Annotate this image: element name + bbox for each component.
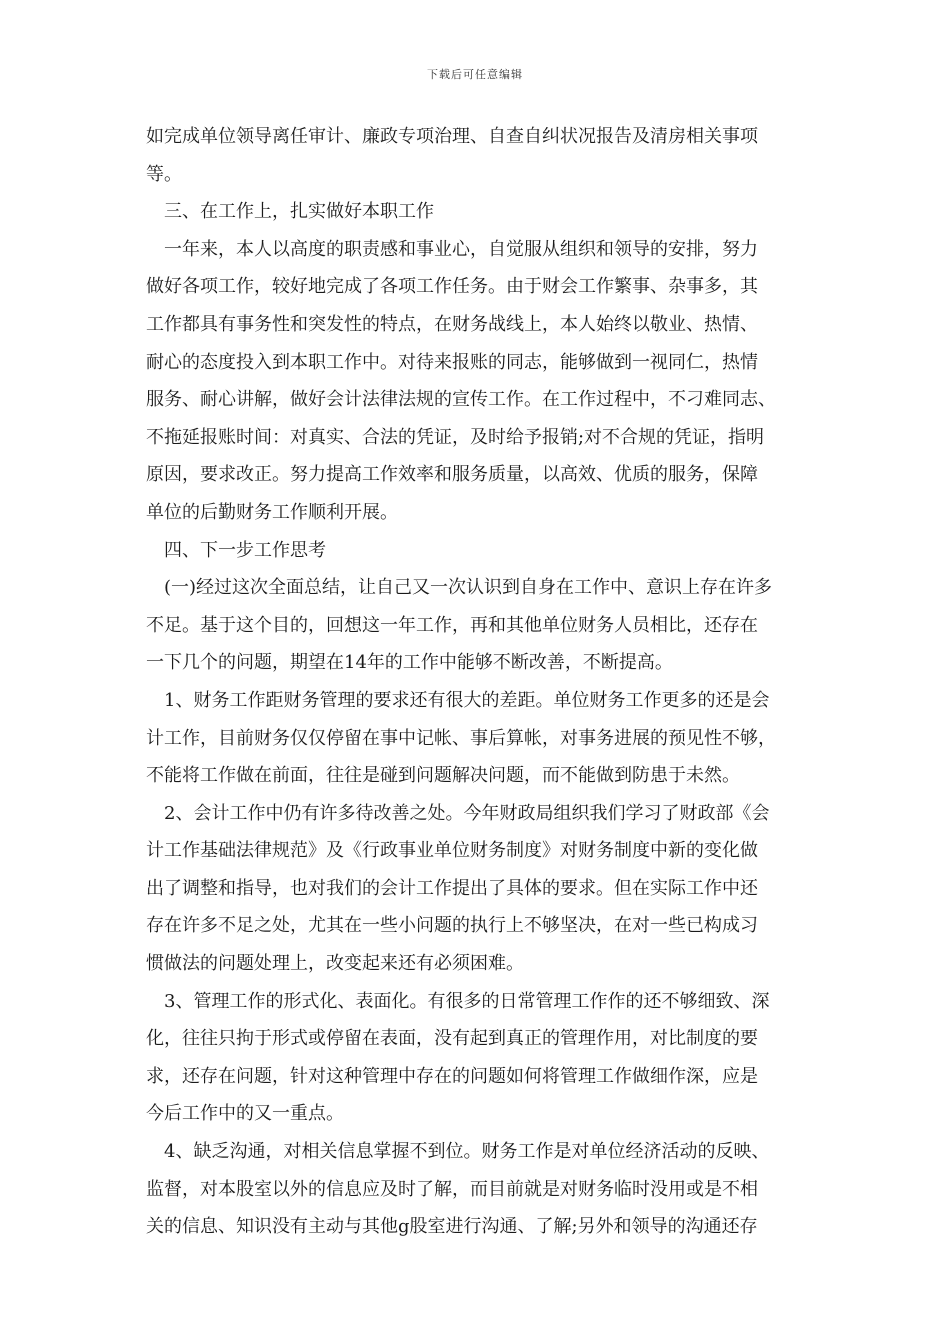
text-line: 耐心的态度投入到本职工作中。对待来报账的同志，能够做到一视同仁，热情 (146, 351, 758, 373)
text-line: 不足。基于这个目的，回想这一年工作，再和其他单位财务人员相比，还存在 (146, 614, 758, 636)
text-line: 一年来，本人以高度的职责感和事业心，自觉服从组织和领导的安排，努力 (164, 238, 758, 260)
text-line: 服务、耐心讲解，做好会计法律法规的宣传工作。在工作过程中，不刁难同志、 (146, 389, 776, 411)
text-line: 惯做法的问题处理上，改变起来还有必须困难。 (146, 953, 524, 975)
text-line: 今后工作中的又一重点。 (146, 1103, 344, 1125)
text-line: 存在许多不足之处，尤其在一些小问题的执行上不够坚决，在对一些已构成习 (146, 915, 758, 937)
page-header: 下载后可任意编辑 (427, 68, 523, 81)
text-line: 1、财务工作距财务管理的要求还有很大的差距。单位财务工作更多的还是会 (164, 689, 770, 711)
text-line: 4、缺乏沟通，对相关信息掌握不到位。财务工作是对单位经济活动的反映、 (164, 1141, 770, 1163)
document-body (146, 118, 826, 1246)
text-line: (一)经过这次全面总结，让自己又一次认识到自身在工作中、意识上存在许多 (164, 577, 773, 599)
text-line: 工作都具有事务性和突发性的特点，在财务战线上，本人始终以敬业、热情、 (146, 313, 758, 335)
text-line: 单位的后勤财务工作顺利开展。 (146, 501, 398, 523)
text-line: 一下几个的问题，期望在14年的工作中能够不断改善，不断提高。 (146, 652, 673, 674)
text-line: 监督，对本股室以外的信息应及时了解，而目前就是对财务临时没用或是不相 (146, 1178, 758, 1200)
text-line: 计工作基础法律规范》及《行政事业单位财务制度》对财务制度中新的变化做 (146, 840, 758, 862)
text-line: 计工作，目前财务仅仅停留在事中记帐、事后算帐，对事务进展的预见性不够， (146, 727, 776, 749)
text-line: 原因，要求改正。努力提高工作效率和服务质量，以高效、优质的服务，保障 (146, 464, 758, 486)
text-line: 等。 (146, 163, 182, 185)
text-line: 做好各项工作，较好地完成了各项工作任务。由于财会工作繁事、杂事多，其 (146, 276, 758, 298)
text-line: 求，还存在问题，针对这种管理中存在的问题如何将管理工作做细作深，应是 (146, 1065, 758, 1087)
text-line: 3、管理工作的形式化、表面化。有很多的日常管理工作作的还不够细致、深 (164, 990, 770, 1012)
text-line: 如完成单位领导离任审计、廉政专项治理、自查自纠状况报告及清房相关事项 (146, 126, 758, 147)
section-heading: 三、在工作上，扎实做好本职工作 (164, 201, 434, 223)
text-line: 2、会计工作中仍有许多待改善之处。今年财政局组织我们学习了财政部《会 (164, 802, 770, 824)
text-line: 化，往往只拘于形式或停留在表面，没有起到真正的管理作用，对比制度的要 (146, 1028, 758, 1050)
text-line: 关的信息、知识没有主动与其他g股室进行沟通、了解;另外和领导的沟通还存 (146, 1216, 758, 1238)
text-line: 出了调整和指导，也对我们的会计工作提出了具体的要求。但在实际工作中还 (146, 877, 758, 899)
section-heading: 四、下一步工作思考 (164, 539, 326, 561)
text-line: 不能将工作做在前面，往往是碰到问题解决问题，而不能做到防患于未然。 (146, 765, 740, 787)
text-line: 不拖延报账时间：对真实、合法的凭证，及时给予报销;对不合规的凭证，指明 (146, 426, 765, 448)
